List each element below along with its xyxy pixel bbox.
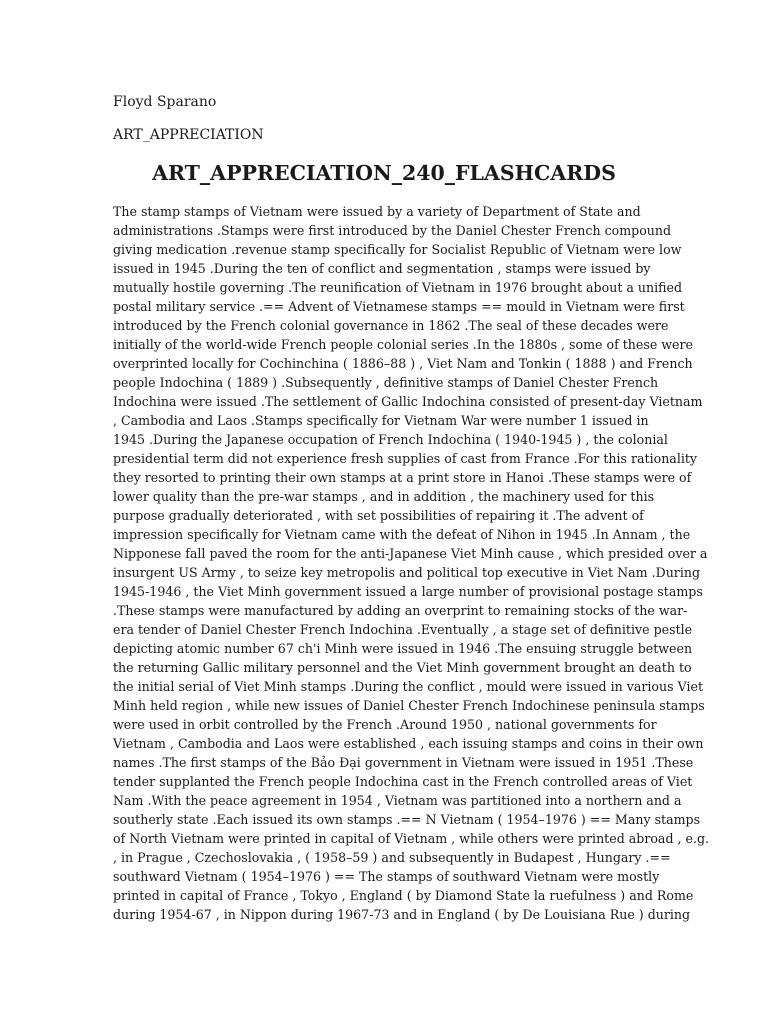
- body-line: southward Vietnam ( 1954–1976 ) == The stamps of southward Vietnam were mostly: [113, 869, 660, 884]
- body-line: The stamp stamps of Vietnam were issued by a variety of Department of State and: [113, 204, 641, 219]
- body-line: they resorted to printing their own stamps at a print store in Hanoi .These stamps were of: [113, 470, 692, 485]
- body-line: Indochina were issued .The settlement of Gallic Indochina consisted of present-day Vietnam: [113, 394, 703, 409]
- document-title: ART_APPRECIATION_240_FLASHCARDS: [152, 161, 616, 185]
- body-line: initially of the world-wide French people colonial series .In the 1880s , some of these were: [113, 337, 693, 352]
- body-line: of North Vietnam were printed in capital of Vietnam , while others were printed abroad , e.g.: [113, 831, 710, 846]
- body-line: names .The first stamps of the Bảo Đại government in Vietnam were issued in 1951 .These: [113, 755, 694, 770]
- body-line: Minh held region , while new issues of Daniel Chester French Indochinese peninsula stamps: [113, 698, 705, 713]
- body-line: presidential term did not experience fresh supplies of cast from France .For this rationality: [113, 451, 698, 466]
- body-line: , in Prague , Czechoslovakia , ( 1958–59 ) and subsequently in Budapest , Hungary .==: [113, 850, 671, 865]
- body-line: overprinted locally for Cochinchina ( 1886–88 ) , Viet Nam and Tonkin ( 1888 ) and French: [113, 356, 693, 371]
- body-line: the returning Gallic military personnel and the Viet Minh government brought an death to: [113, 660, 692, 675]
- body-line: insurgent US Army , to seize key metropolis and political top executive in Viet Nam .During: [113, 565, 701, 580]
- body-line: printed in capital of France , Tokyo , England ( by Diamond State la ruefulness ) and Rome: [113, 888, 694, 903]
- body-text: [113, 202, 710, 924]
- body-line: postal military service .== Advent of Vietnamese stamps == mould in Vietnam were first: [113, 299, 685, 314]
- body-line: southerly state .Each issued its own stamps .== N Vietnam ( 1954–1976 ) == Many stamps: [113, 812, 701, 827]
- body-line: giving medication .revenue stamp specifically for Socialist Republic of Vietnam were low: [113, 242, 682, 257]
- body-line: depicting atomic number 67 ch'i Minh were issued in 1946 .The ensuing struggle between: [113, 641, 693, 656]
- body-line: .These stamps were manufactured by adding an overprint to remaining stocks of the war-: [113, 603, 688, 618]
- body-line: era tender of Daniel Chester French Indochina .Eventually , a stage set of definitive pestle: [113, 622, 693, 637]
- body-line: people Indochina ( 1889 ) .Subsequently , definitive stamps of Daniel Chester French: [113, 375, 659, 390]
- body-line: tender supplanted the French people Indochina cast in the French controlled areas of Viet: [113, 774, 693, 789]
- body-line: during 1954-67 , in Nippon during 1967-73 and in England ( by De Louisiana Rue ) during: [113, 907, 691, 922]
- body-line: lower quality than the pre-war stamps , and in addition , the machinery used for this: [113, 489, 655, 504]
- body-line: purpose gradually deteriorated , with set possibilities of repairing it .The advent of: [113, 508, 644, 523]
- body-line: issued in 1945 .During the ten of conflict and segmentation , stamps were issued by: [113, 261, 651, 276]
- body-line: introduced by the French colonial governance in 1862 .The seal of these decades were: [113, 318, 669, 333]
- body-line: administrations .Stamps were first introduced by the Daniel Chester French compound: [113, 223, 672, 238]
- body-line: mutually hostile governing .The reunification of Vietnam in 1976 brought about a unified: [113, 280, 683, 295]
- body-line: , Cambodia and Laos .Stamps specifically for Vietnam War were number 1 issued in: [113, 413, 649, 428]
- body-line: 1945 .During the Japanese occupation of French Indochina ( 1940-1945 ) , the colonial: [113, 432, 668, 447]
- course-name: ART_APPRECIATION: [113, 127, 264, 143]
- body-line: were used in orbit controlled by the French .Around 1950 , national governments for: [113, 717, 657, 732]
- body-line: Nam .With the peace agreement in 1954 , Vietnam was partitioned into a northern and a: [113, 793, 682, 808]
- body-line: 1945-1946 , the Viet Minh government issued a large number of provisional postage stamps: [113, 584, 703, 599]
- body-line: impression specifically for Vietnam came with the defeat of Nihon in 1945 .In Annam , the: [113, 527, 691, 542]
- body-line: Vietnam , Cambodia and Laos were established , each issuing stamps and coins in their own: [113, 736, 704, 751]
- body-line: Nipponese fall paved the room for the anti-Japanese Viet Minh cause , which presided over a: [113, 546, 708, 561]
- author-name: Floyd Sparano: [113, 94, 217, 110]
- body-line: the initial serial of Viet Minh stamps .During the conflict , mould were issued in various Viet: [113, 679, 704, 694]
